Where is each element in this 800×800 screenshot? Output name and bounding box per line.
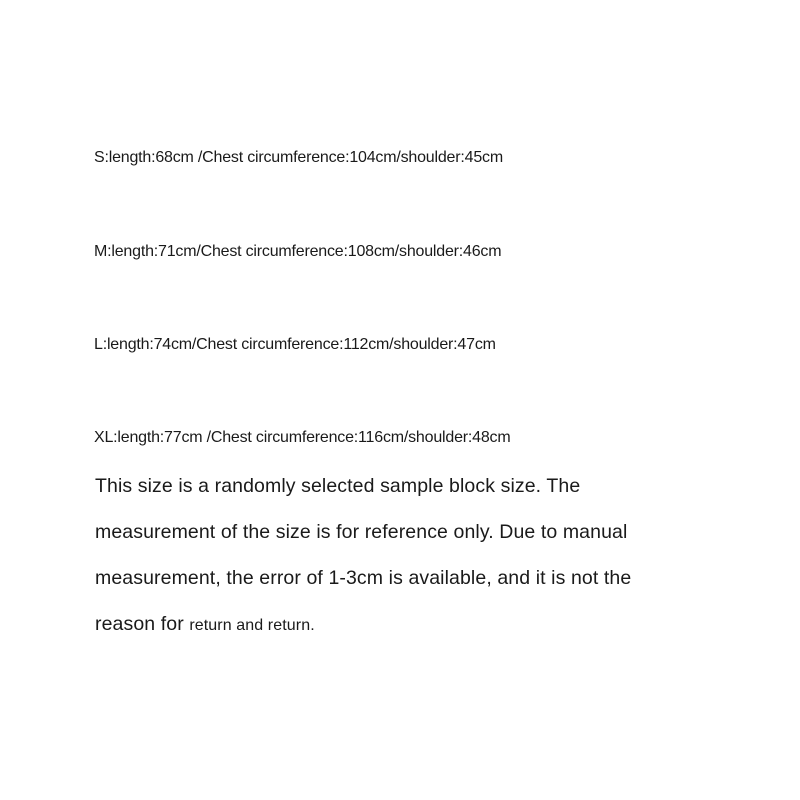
note-line-4-prefix: reason for <box>95 613 190 635</box>
note-line-3: measurement, the error of 1-3cm is available, and it is not the <box>95 567 632 589</box>
size-disclaimer-note <box>95 474 735 658</box>
size-xl-measurements: XL:length:77cm /Chest circumference:116cm/shoulder:48cm <box>94 429 511 446</box>
size-s-measurements: S:length:68cm /Chest circumference:104cm/shoulder:45cm <box>94 149 503 166</box>
note-line-2: measurement of the size is for reference only. Due to manual <box>95 521 628 543</box>
size-m-measurements: M:length:71cm/Chest circumference:108cm/shoulder:46cm <box>94 243 502 260</box>
note-line-1: This size is a randomly selected sample block size. The <box>95 475 581 497</box>
note-line-4 <box>95 612 735 658</box>
size-l-measurements: L:length:74cm/Chest circumference:112cm/shoulder:47cm <box>94 336 496 353</box>
note-line-4-suffix: return and return. <box>189 617 315 634</box>
